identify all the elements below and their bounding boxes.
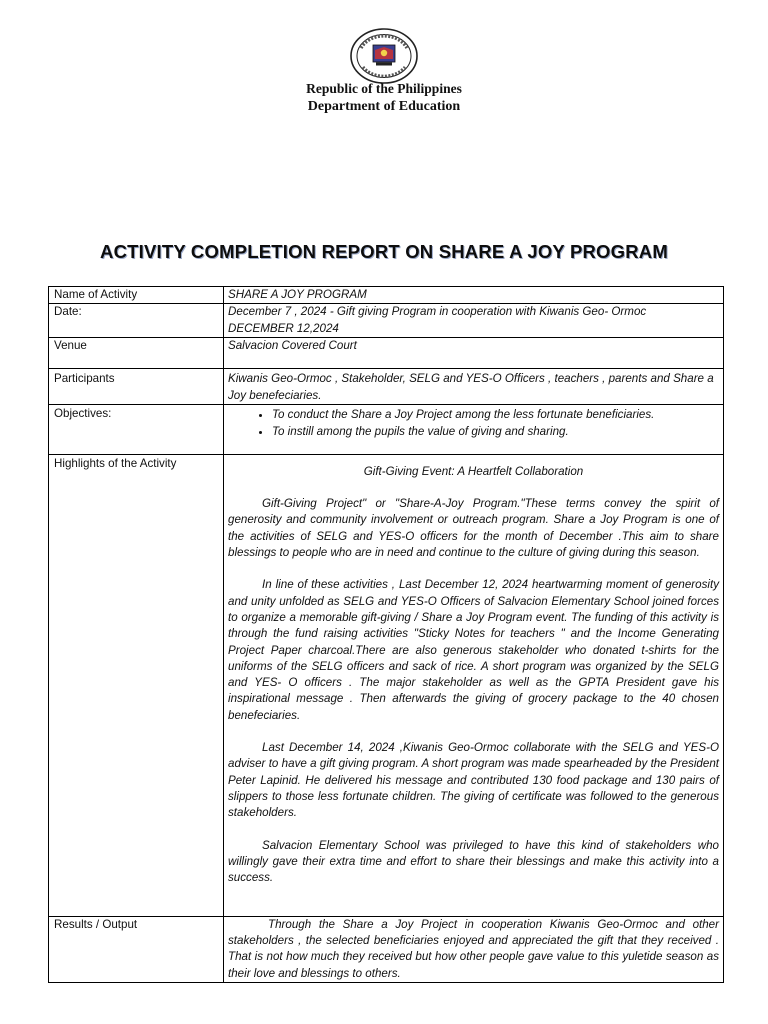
row-label: Highlights of the Activity [49, 454, 224, 916]
table-row-name [49, 287, 724, 304]
objectives-value [224, 404, 724, 454]
highlights-paragraph: In line of these activities , Last December 12, 2024 heartwarming moment of generosity and unity unfolded as SELG and YES-O Officers of Salvacion Elementary School joined forces to organize a memorable gift-giving / Share a Joy Program event. The funding of this activity is through the fund raising activities "Sticky Notes for teachers " and the Income Generating Project Paper charcoal.There are also generous stakeholder who donated t-shirts for the uniforms of the SELG officers and sack of rice. A short program was organized by the SELG and YES- O officers . The major stakeholder as well as the GPTA President gave his inspirational message . Then afterwards the giving of grocery package to the 40 chosen benefeciaries. [228, 578, 719, 722]
row-label: Results / Output [49, 916, 224, 982]
list-item: • To instill among the pupils the value of giving and sharing. [272, 423, 719, 440]
org-line-department: Department of Education [307, 99, 461, 114]
table-row-venue [49, 338, 724, 369]
activity-name-value: SHARE A JOY PROGRAM [224, 287, 724, 304]
date-line-2: DECEMBER 12,2024 [228, 321, 339, 335]
highlights-value [224, 454, 724, 916]
highlights-subtitle: Gift-Giving Event: A Heartfelt Collaboration [363, 464, 584, 478]
row-label: Participants [49, 369, 224, 405]
objectives-list [228, 406, 719, 440]
row-label: Date: [49, 304, 224, 338]
highlights-paragraph: Gift-Giving Project" or "Share-A-Joy Program."These terms convey the spirit of generosity and community involvement or outreach program. Share a Joy Program is one of the activities of SELG and YES-O officers for the month of December .This aim to share blessings to people who are in need and continue to the culture of giving during this season. [228, 497, 719, 560]
results-paragraph: Through the Share a Joy Project in cooperation Kiwanis Geo-Ormoc and other stakeholders , the selected beneficiaries enjoyed and appreciated the gift that they received . That is not how much they received but how other people gave value to this yuletide season as their love and blessings to others. [228, 917, 719, 980]
table-row-results [49, 916, 724, 982]
org-line-republic: Republic of the Philippines [306, 81, 462, 96]
highlights-paragraph: Salvacion Elementary School was privileged to have this kind of stakeholders who willingly gave their extra time and effort to share their blessings and make this activity into a success. [228, 838, 719, 885]
table-row-highlights [49, 454, 724, 916]
highlights-paragraph: Last December 14, 2024 ,Kiwanis Geo-Ormoc collaborate with the SELG and YES-O adviser to have a gift giving program. A short program was made spearheaded by the President Peter Lapinid. He delivered his message and contributed 130 food package and 130 pairs of slippers to those less fortunate children. The giving of certificate was followed to the generous stakeholders. [228, 741, 719, 820]
participants-value: Kiwanis Geo-Ormoc , Stakeholder, SELG and YES-O Officers , teachers , parents and Share a Joy benefeciaries. [224, 369, 724, 405]
row-label: Venue [49, 338, 224, 369]
row-label: Objectives: [49, 404, 224, 454]
venue-value: Salvacion Covered Court [224, 338, 724, 369]
deped-seal-icon [349, 28, 419, 84]
table-row-objectives [49, 404, 724, 454]
date-line-1: December 7 , 2024 - Gift giving Program in cooperation with Kiwanis Geo- Ormoc [228, 305, 647, 319]
date-value [224, 304, 724, 338]
results-value [224, 916, 724, 982]
table-row-date [49, 304, 724, 338]
report-table [48, 286, 724, 983]
row-label: Name of Activity [49, 287, 224, 304]
list-item: • To conduct the Share a Joy Project among the less fortunate beneficiaries. [272, 406, 719, 423]
report-title: ACTIVITY COMPLETION REPORT ON SHARE A JOY PROGRAM [100, 241, 668, 262]
table-row-participants [49, 369, 724, 405]
